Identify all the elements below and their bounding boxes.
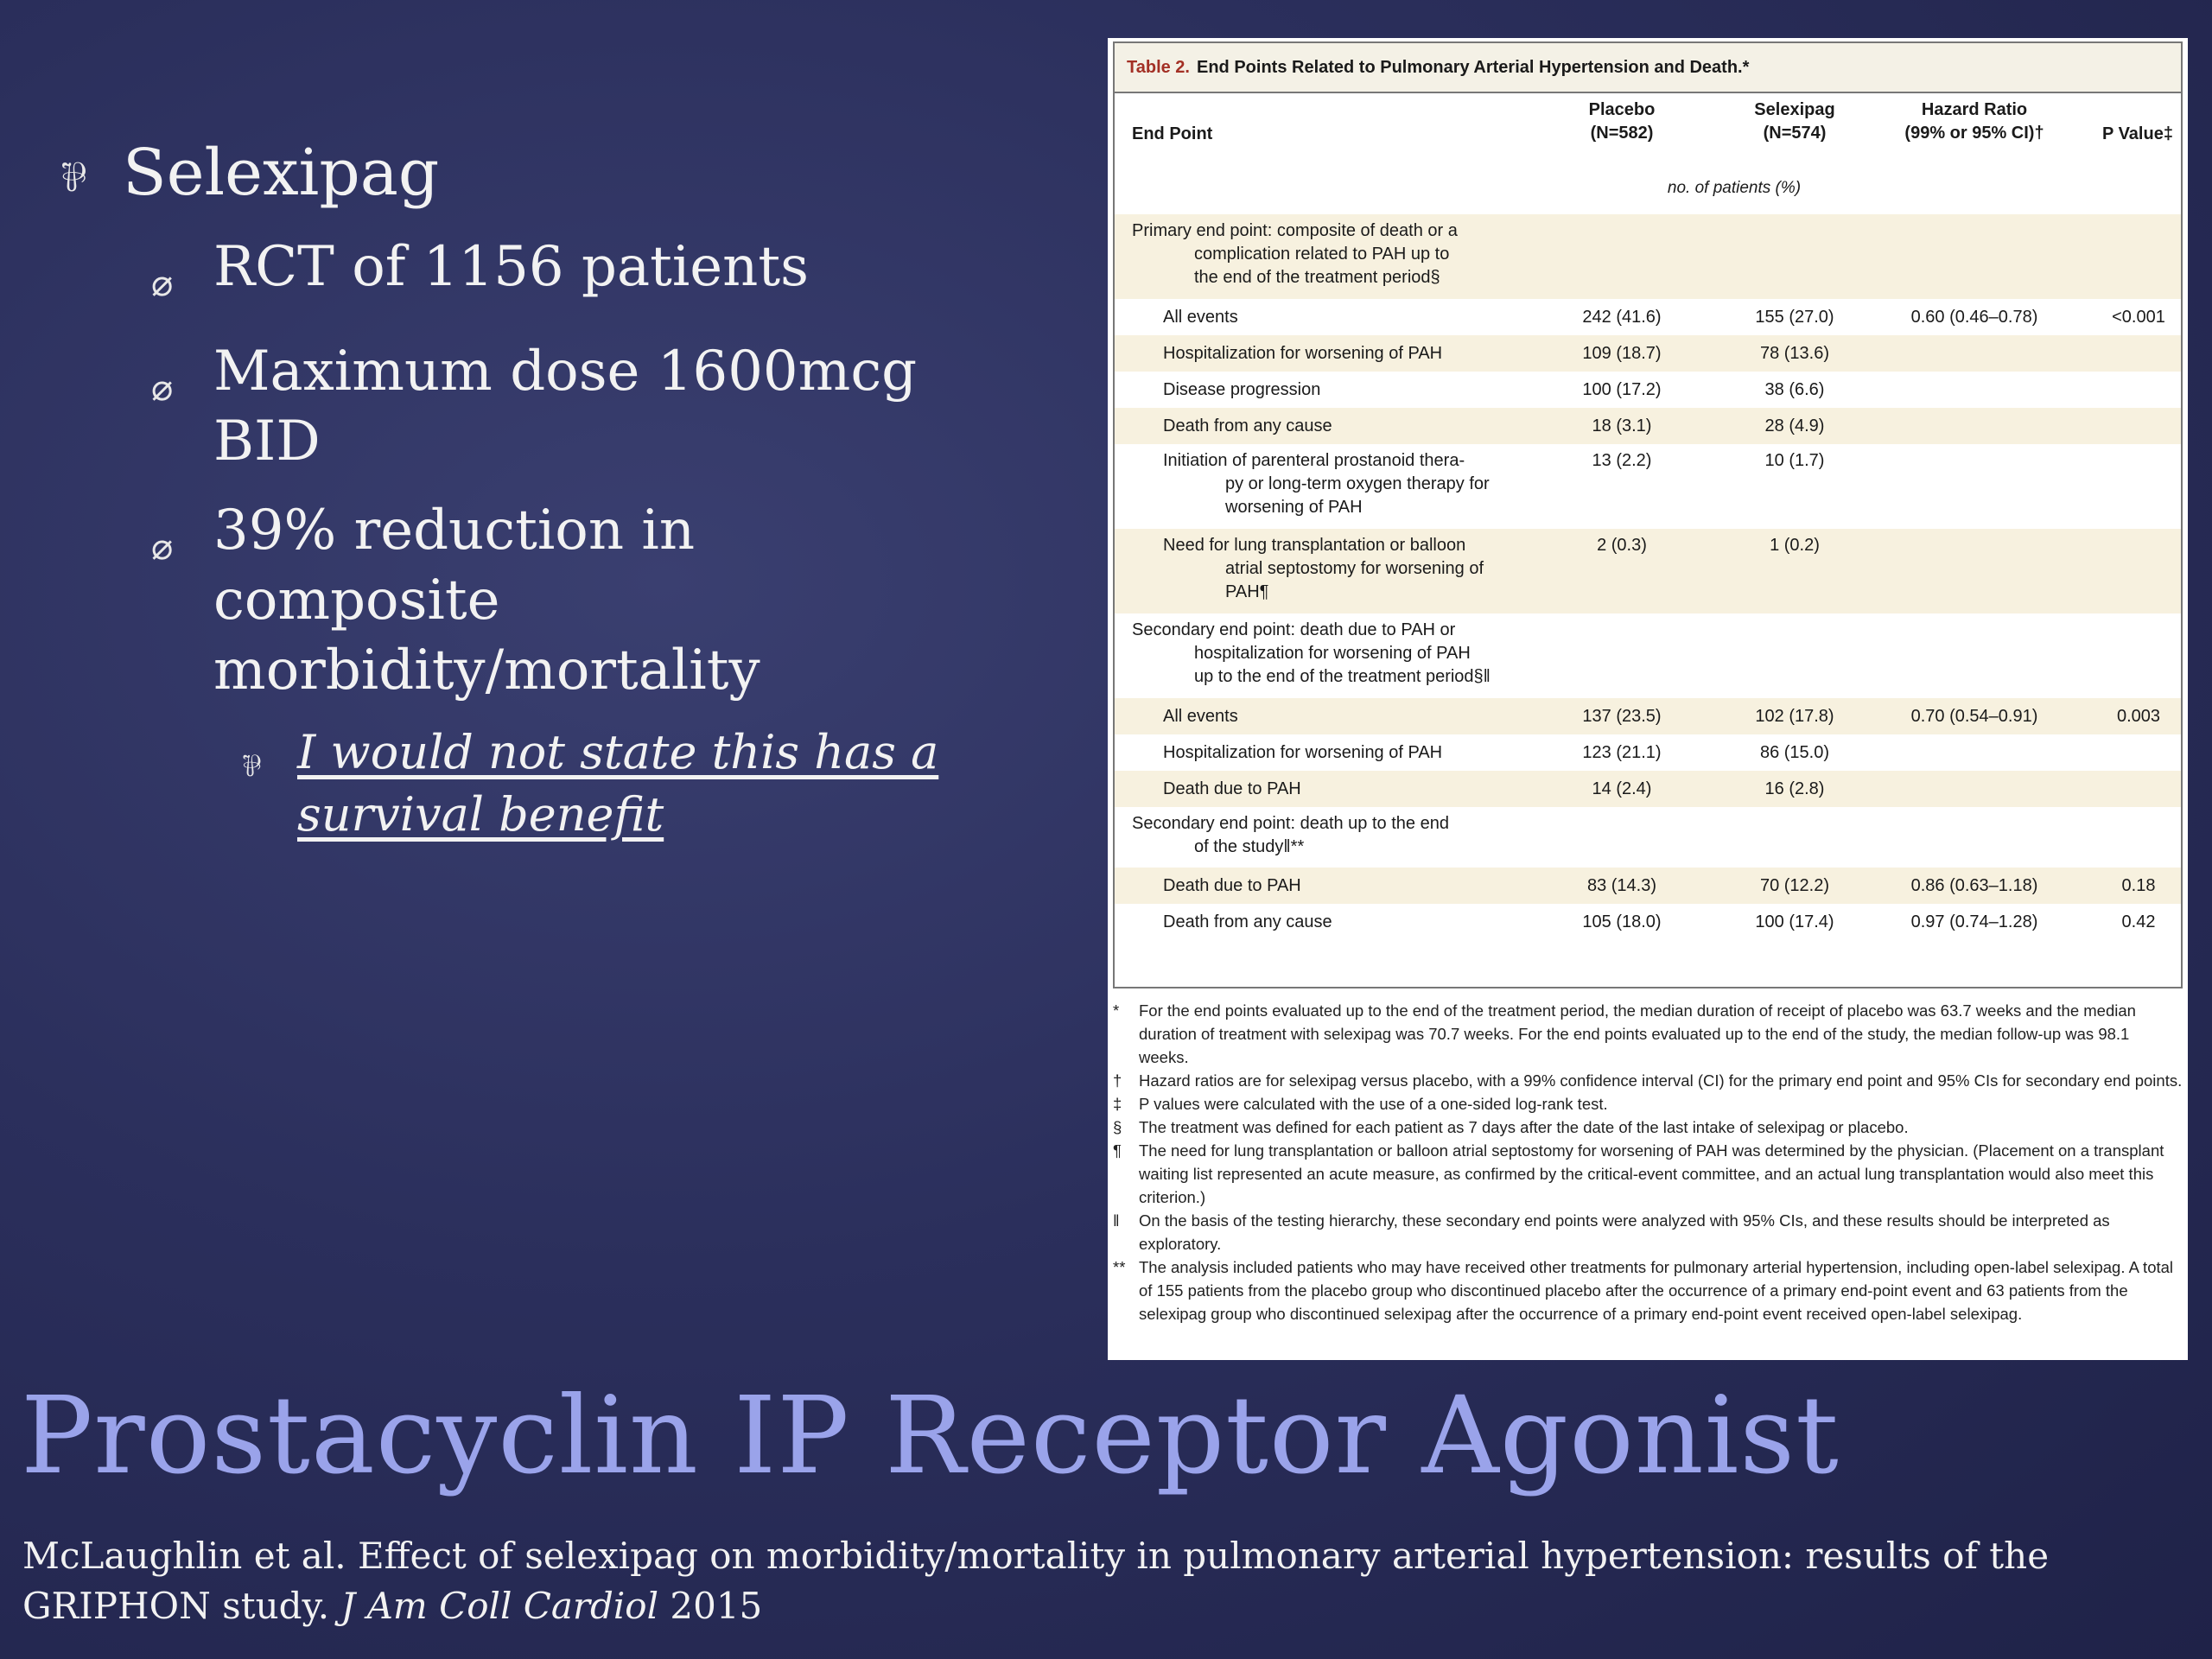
- footnote-mark: *: [1113, 1001, 1120, 1020]
- cell-selexipag: 102 (17.8): [1755, 707, 1834, 726]
- results-table: [1113, 41, 2183, 988]
- cell-placebo: 18 (3.1): [1592, 416, 1652, 435]
- cell-selexipag: 155 (27.0): [1755, 308, 1834, 327]
- bullet-text: [213, 337, 917, 477]
- cell-placebo: 83 (14.3): [1586, 876, 1657, 895]
- footnote-mark: ¶: [1113, 1141, 1122, 1160]
- table-number: Table 2.: [1127, 57, 1190, 77]
- table-header-row: [1115, 93, 2181, 171]
- footnote-text: Hazard ratios are for selexipag versus placebo, with a 99% confidence interval (CI) for the primary end point and 95% CIs for secondary end points.: [1139, 1071, 2183, 1090]
- footnote-mark: ‡: [1113, 1095, 1122, 1113]
- footnote: [1113, 1092, 2183, 1116]
- header-line: Selexipag: [1754, 100, 1835, 119]
- bullet-line: survival benefit: [297, 787, 664, 842]
- row-label: All events: [1163, 707, 1238, 726]
- bullet-line: BID: [213, 410, 321, 474]
- bullet-marker-icon: ⌀: [151, 525, 174, 569]
- units-label: no. of patients (%): [1667, 179, 1802, 197]
- footnote-text: The analysis included patients who may have received other treatments for pulmonary arterial hypertension, including open-label selexipag. A total of 155 patients from the placebo group who discontinued placebo after the occurrence of a primary end-point event and 63 patients from the selexipag group who discontinued selexipag after the occurrence of a primary end-point event received open-label selexipag.: [1139, 1258, 2174, 1323]
- header-endpoint: End Point: [1132, 124, 1213, 143]
- cell-p-value: <0.001: [2112, 308, 2165, 327]
- row-label: Death from any cause: [1163, 912, 1332, 931]
- cell-placebo: 105 (18.0): [1582, 912, 1662, 931]
- row-label: Hospitalization for worsening of PAH: [1163, 344, 1443, 363]
- row-label: All events: [1163, 308, 1238, 327]
- cell-p-value: 0.18: [2121, 876, 2156, 895]
- bullet-marker-icon: ⅌: [242, 749, 262, 785]
- table-row: [1115, 408, 2181, 444]
- citation: [22, 1531, 2183, 1631]
- row-label: Hospitalization for worsening of PAH: [1163, 743, 1443, 762]
- bullet-line: Maximum dose 1600mcg: [213, 340, 918, 404]
- footnote: [1113, 1116, 2183, 1139]
- bullet-level2: [151, 232, 1080, 318]
- cell-p-value: 0.42: [2121, 912, 2156, 931]
- bullet-text: [297, 721, 938, 846]
- bullet-level1: [60, 138, 1080, 208]
- cell-selexipag: 1 (0.2): [1770, 536, 1820, 555]
- section-header-row: [1115, 613, 2181, 698]
- table-row: [1115, 904, 2181, 940]
- footnote-mark: †: [1113, 1071, 1122, 1090]
- table-row: [1115, 698, 2181, 734]
- citation-journal: J Am Coll Cardiol: [340, 1585, 659, 1627]
- table-row: [1115, 868, 2181, 904]
- cell-selexipag: 86 (15.0): [1759, 743, 1830, 762]
- cell-placebo: 13 (2.2): [1592, 451, 1652, 470]
- table-image-panel: [1108, 38, 2188, 1360]
- footnote: [1113, 1069, 2183, 1092]
- footnote: [1113, 999, 2183, 1069]
- footnote-text: On the basis of the testing hierarchy, these secondary end points were analyzed with 95% CIs, and these results should be interpreted as exploratory.: [1139, 1211, 2110, 1253]
- header-line: Hazard Ratio: [1921, 100, 2028, 119]
- cell-selexipag: 100 (17.4): [1755, 912, 1834, 931]
- table-row: [1115, 299, 2181, 335]
- header-line: (N=582): [1590, 124, 1654, 143]
- section-label: Primary end point: composite of death or a complication related to PAH up to the end of the treatment period§: [1132, 221, 1458, 287]
- bullet-line: composite: [213, 569, 500, 633]
- row-label: Disease progression: [1163, 380, 1321, 399]
- cell-selexipag: 16 (2.8): [1764, 779, 1825, 798]
- cell-placebo: 123 (21.1): [1582, 743, 1662, 762]
- cell-hazard-ratio: 0.97 (0.74–1.28): [1910, 912, 2038, 931]
- table-footnotes: [1113, 999, 2183, 1325]
- footnote: [1113, 1139, 2183, 1209]
- cell-selexipag: 10 (1.7): [1764, 451, 1825, 470]
- cell-placebo: 2 (0.3): [1597, 536, 1647, 555]
- footnote: [1113, 1209, 2183, 1255]
- cell-placebo: 242 (41.6): [1582, 308, 1662, 327]
- footnote-text: The treatment was defined for each patient as 7 days after the date of the last intake of selexipag or placebo.: [1139, 1118, 1909, 1136]
- cell-selexipag: 78 (13.6): [1759, 344, 1830, 363]
- header-line: Placebo: [1588, 100, 1656, 119]
- bullet-level2: [151, 496, 1080, 706]
- footnote-mark: ‖: [1113, 1211, 1120, 1230]
- cell-placebo: 14 (2.4): [1592, 779, 1652, 798]
- bullet-line: morbidity/mortality: [213, 639, 760, 703]
- cell-selexipag: 38 (6.6): [1764, 380, 1825, 399]
- footnote-text: The need for lung transplantation or balloon atrial septostomy for worsening of PAH was determined by the physician. (Placement on a transplant waiting list represented an acute measure, as confirmed by the critical-event committee, and an actual lung transplantation would also meet this criterion.): [1139, 1141, 2164, 1206]
- cell-p-value: 0.003: [2116, 707, 2161, 726]
- bullet-marker-icon: ⌀: [151, 262, 174, 305]
- table-caption: [1115, 43, 2181, 93]
- row-label: Death from any cause: [1163, 416, 1332, 435]
- footnote-text: For the end points evaluated up to the end of the treatment period, the median duration of receipt of placebo was 63.7 weeks and the median duration of treatment with selexipag was 70.7 weeks. For the end points evaluated up to the end of the study, the median follow-up was 98.1 weeks.: [1139, 1001, 2136, 1066]
- citation-line1: McLaughlin et al. Effect of selexipag on morbidity/mortality in pulmonary arterial hypertension: results of the: [22, 1535, 2050, 1577]
- bullet-marker-icon: ⅌: [60, 154, 87, 200]
- bullet-line: I would not state this has a: [297, 725, 939, 780]
- table-row: [1115, 529, 2181, 613]
- footnote: [1113, 1255, 2183, 1325]
- table-row: [1115, 372, 2181, 408]
- header-hazard-ratio: [1875, 99, 2074, 145]
- cell-placebo: 137 (23.5): [1582, 707, 1662, 726]
- header-line: (99% or 95% CI)†: [1904, 124, 2044, 143]
- slide-title: Prostacyclin IP Receptor Agonist: [21, 1374, 1840, 1498]
- cell-hazard-ratio: 0.86 (0.63–1.18): [1910, 876, 2038, 895]
- table-row: [1115, 335, 2181, 372]
- footnote-mark: **: [1113, 1258, 1126, 1276]
- cell-placebo: 109 (18.7): [1582, 344, 1662, 363]
- bullet-list: [60, 138, 1080, 846]
- bullet-level3: [242, 721, 1080, 846]
- row-label: Death due to PAH: [1163, 779, 1301, 798]
- bullet-level2: [151, 337, 1080, 477]
- table-row: [1115, 734, 2181, 771]
- section-header-row: [1115, 807, 2181, 868]
- bullet-line: 39% reduction in: [213, 499, 696, 563]
- citation-year: 2015: [658, 1585, 763, 1627]
- citation-line2-pre: GRIPHON study.: [22, 1585, 341, 1627]
- cell-hazard-ratio: 0.60 (0.46–0.78): [1910, 308, 2038, 327]
- row-label: Initiation of parenteral prostanoid thera- py or long-term oxygen therapy for worsening of PAH: [1163, 451, 1490, 517]
- table-row: [1115, 771, 2181, 807]
- bullet-text: Selexipag: [123, 136, 440, 210]
- row-label: Need for lung transplantation or balloon atrial septostomy for worsening of PAH¶: [1163, 536, 1484, 601]
- table-row: [1115, 444, 2181, 529]
- cell-selexipag: 70 (12.2): [1759, 876, 1830, 895]
- cell-selexipag: 28 (4.9): [1764, 416, 1825, 435]
- footnote-mark: §: [1113, 1118, 1122, 1136]
- header-p-value: P Value‡: [2102, 124, 2173, 143]
- cell-hazard-ratio: 0.70 (0.54–0.91): [1910, 707, 2038, 726]
- section-header-row: [1115, 214, 2181, 299]
- row-label: Death due to PAH: [1163, 876, 1301, 895]
- header-selexipag: [1730, 99, 1859, 145]
- header-placebo: [1557, 99, 1687, 145]
- table-caption-text: End Points Related to Pulmonary Arterial Hypertension and Death.*: [1197, 57, 1750, 77]
- section-label: Secondary end point: death due to PAH or hospitalization for worsening of PAH up to the end of the treatment period§‖: [1132, 620, 1491, 686]
- bullet-text: [213, 496, 760, 706]
- footnote-text: P values were calculated with the use of a one-sided log-rank test.: [1139, 1095, 1608, 1113]
- header-line: (N=574): [1763, 124, 1827, 143]
- bullet-marker-icon: ⌀: [151, 366, 174, 410]
- cell-placebo: 100 (17.2): [1582, 380, 1662, 399]
- bullet-text: RCT of 1156 patients: [213, 235, 809, 300]
- section-label: Secondary end point: death up to the end of the study‖**: [1132, 814, 1449, 856]
